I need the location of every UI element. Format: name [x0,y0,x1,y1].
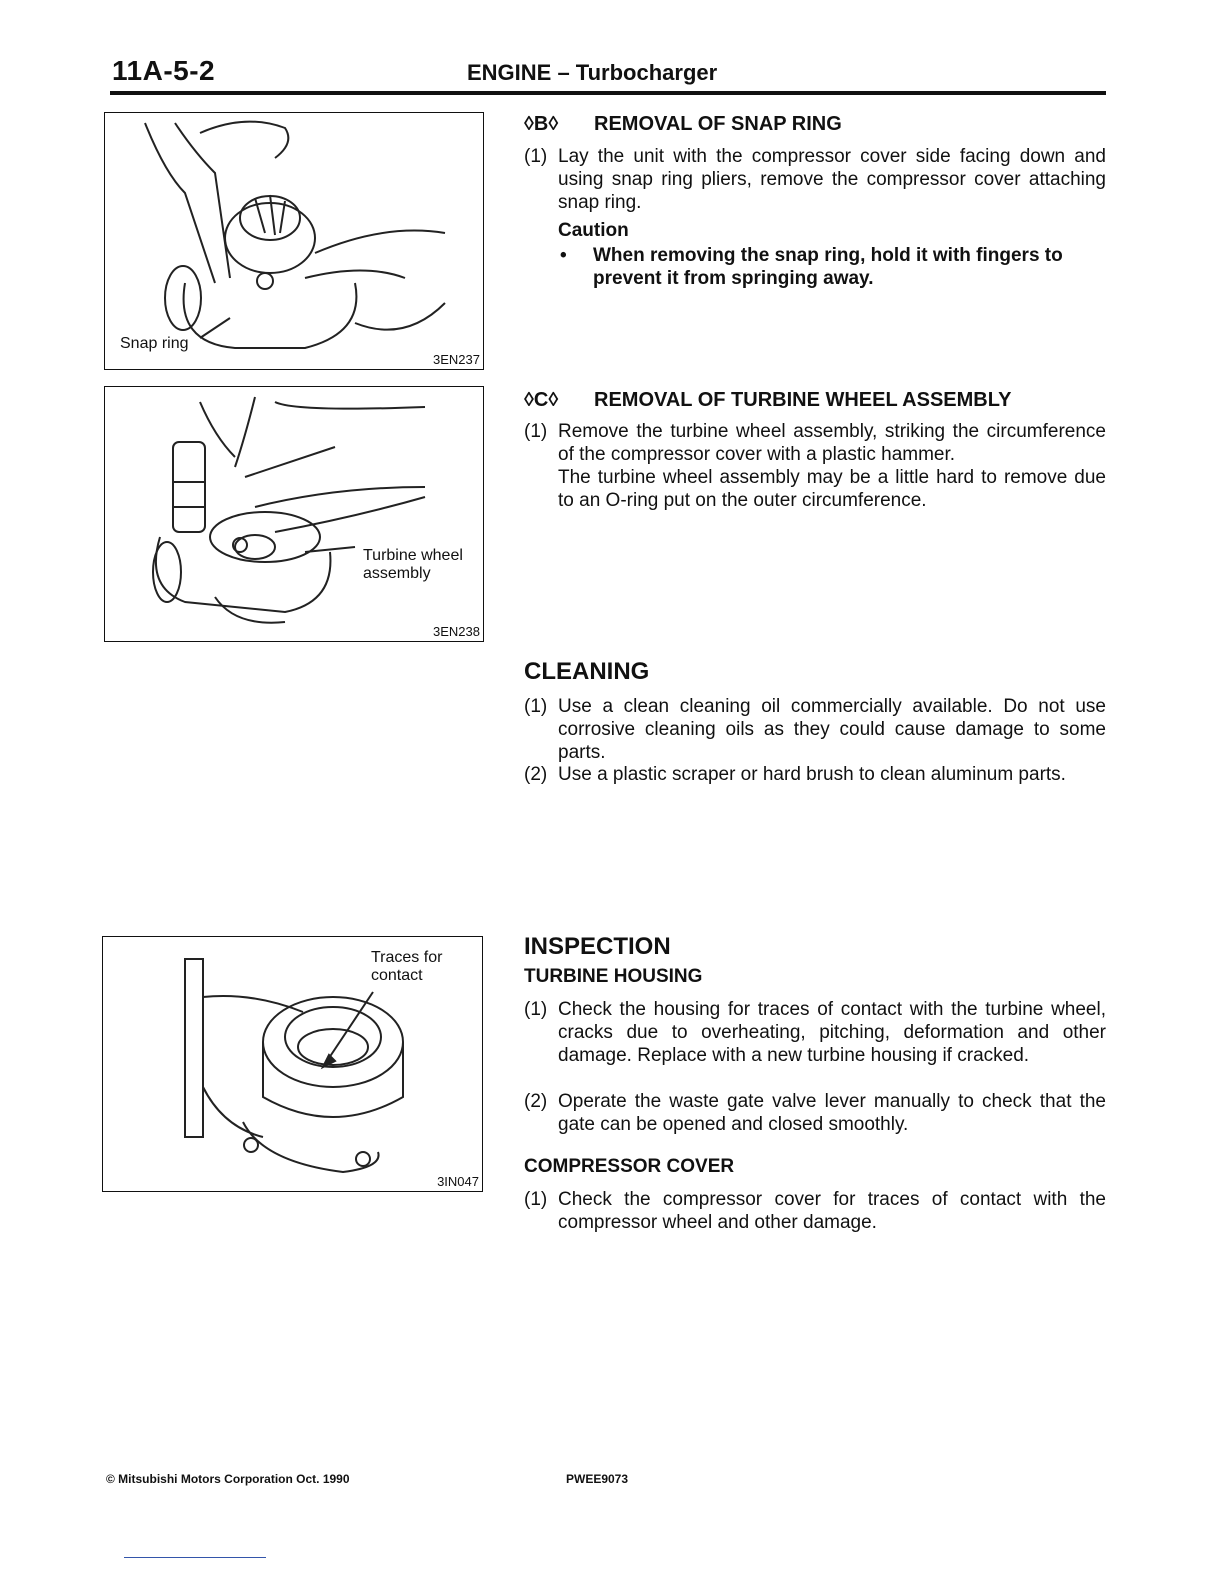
bottom-line [124,1557,266,1558]
label-turbine-wheel-assembly: Turbine wheel assembly [363,547,463,582]
figure-turbine-wheel [104,386,484,642]
figure-turbine-housing [102,936,483,1192]
subheading-compressor-cover: COMPRESSOR COVER [524,1156,735,1177]
figure-snap-ring [104,112,484,370]
caution-heading: Caution [558,220,629,241]
page-number: 11A-5-2 [112,55,216,86]
section-heading-cleaning: CLEANING [524,658,650,685]
figure-code: 3EN237 [433,352,480,367]
snap-ring-illustration [105,113,483,369]
footer-copyright: © Mitsubishi Motors Corporation Oct. 1990 [106,1472,350,1486]
label-traces-for-contact: Traces for contact [371,949,443,984]
section-heading-turbine-wheel: ◊C◊ REMOVAL OF TURBINE WHEEL ASSEMBLY [524,389,1012,411]
list-item: (2) Use a plastic scraper or hard brush to clean aluminum parts. [524,764,1066,785]
caution-item: • When removing the snap ring, hold it with fingers to prevent it from springing away. [560,245,1063,289]
list-item: (1) Use a clean cleaning oil commercially available. Do not use corrosive cleaning oils as they could cause damage to some parts. [524,696,1106,763]
footer-code: PWEE9073 [566,1472,629,1486]
section-heading-inspection: INSPECTION [524,933,671,960]
label-snap-ring: Snap ring [120,335,189,352]
header-divider [110,91,1106,95]
list-item: (2) Operate the waste gate valve lever manually to check that the gate can be opened and closed smoothly. [524,1091,1106,1135]
section-mark-b: ◊B◊ [524,113,559,135]
list-item: (1) Lay the unit with the compressor cover side facing down and using snap ring pliers, remove the compressor cover attaching snap ring. [524,146,1106,213]
note-text: The turbine wheel assembly may be a little hard to remove due to an O-ring put on the outer circumference. [558,467,1106,511]
turbine-wheel-illustration [105,387,483,641]
subheading-turbine-housing: TURBINE HOUSING [524,966,703,987]
section-heading-snap-ring: ◊B◊ REMOVAL OF SNAP RING [524,113,842,135]
list-item: (1) Remove the turbine wheel assembly, striking the circumference of the compressor cover with a plastic hammer. The turbine wheel assembly may be a little hard to remove due to an O-ring put on the outer circumference. [524,421,1106,511]
list-item: (1) Check the compressor cover for traces of contact with the compressor wheel and other damage. [524,1189,1106,1233]
figure-code: 3IN047 [437,1174,479,1189]
figure-code: 3EN238 [433,624,480,639]
page-title: ENGINE – Turbocharger [467,60,718,85]
bullet-icon: • [560,245,567,266]
list-item: (1) Check the housing for traces of contact with the turbine wheel, cracks due to overheating, pitching, deformation and other damage. Replace with a new turbine housing if cracked. [524,999,1106,1066]
section-mark-c: ◊C◊ [524,389,559,411]
